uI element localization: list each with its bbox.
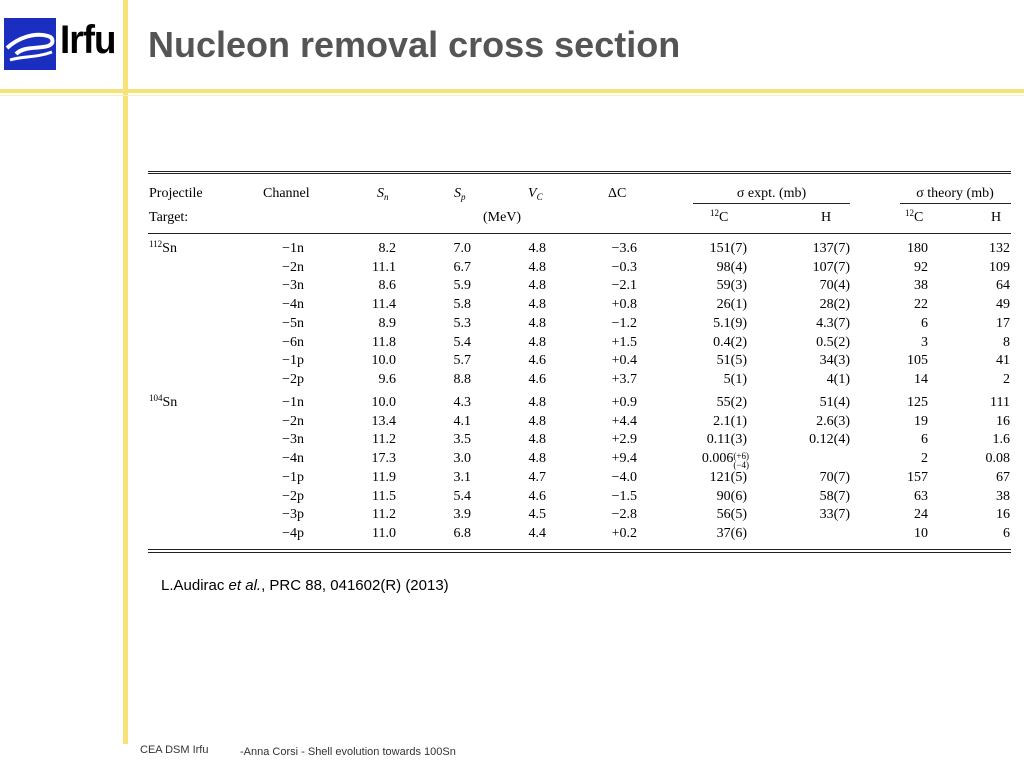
cell-ec: 55(2)	[716, 395, 747, 410]
slide-title: Nucleon removal cross section	[148, 24, 681, 65]
cell-sn: 10.0	[371, 395, 396, 410]
cell-sn: 11.9	[372, 469, 396, 485]
cell-sp: 4.1	[453, 413, 471, 429]
cell-sp: 5.3	[453, 315, 471, 331]
header-sigma-theory: σ theory (mb)	[916, 186, 994, 201]
cell-vc: 4.8	[528, 432, 546, 448]
header-sigma-expt: σ expt. (mb)	[736, 186, 807, 201]
cell-th: 8	[1003, 334, 1010, 350]
cell-tc: 2	[921, 451, 928, 467]
cell-tc: 3	[921, 334, 928, 350]
cell-sn: 13.4	[371, 413, 396, 429]
header-expt-12c: $^{12}$C	[710, 208, 729, 225]
cell-dc: −1.2	[611, 315, 637, 331]
cell-vc: 4.8	[528, 297, 546, 313]
cell-ec: 98(4)	[716, 259, 747, 275]
cell-ec: 121(5)	[709, 469, 747, 485]
cell-tc: 24	[914, 507, 928, 523]
cell-sp: 5.7	[453, 353, 471, 369]
cell-tc: 92	[914, 259, 928, 275]
cell-dc: −2.8	[611, 507, 637, 523]
cell-sp: 3.5	[453, 432, 471, 448]
cell-tc: 19	[914, 413, 928, 429]
cell-vc: 4.8	[528, 413, 546, 429]
footer-org: CEA DSM Irfu	[140, 744, 209, 756]
cell-ec: 51(5)	[716, 353, 747, 369]
cell-dc: +3.7	[611, 371, 637, 387]
cell-eh: 28(2)	[819, 297, 850, 313]
cell-ec: 56(5)	[716, 507, 747, 523]
cell-ec: 0.4(2)	[713, 334, 747, 350]
header-vc: $V_C$	[528, 186, 543, 202]
cell-sp: 3.9	[453, 507, 471, 523]
cell-vc: 4.8	[528, 334, 546, 350]
cell-th: 16	[996, 413, 1010, 429]
cell-th: 0.08	[985, 451, 1010, 467]
cell-eh: 2.6(3)	[816, 413, 850, 429]
cell-channel: −3n	[282, 432, 304, 448]
vertical-divider	[123, 0, 128, 744]
cell-vc: 4.8	[528, 259, 546, 275]
cell-sn: 8.6	[378, 278, 396, 294]
cell-sn: 17.3	[371, 451, 396, 467]
cell-ec: 59(3)	[716, 278, 747, 294]
cell-channel: −4n	[282, 297, 304, 313]
cell-eh: 107(7)	[812, 259, 850, 275]
cell-dc: +0.4	[611, 353, 637, 369]
header-target: Target:	[149, 210, 189, 225]
cell-ec: 0.11(3)	[706, 432, 747, 448]
cell-dc: +0.8	[611, 297, 637, 313]
cell-vc: 4.6	[528, 488, 546, 504]
cell-th: 6	[1003, 525, 1010, 541]
cell-ec: 0.006 (+6) (−4)	[701, 451, 749, 471]
cell-eh: 137(7)	[812, 241, 850, 256]
cell-dc: +9.4	[611, 451, 637, 467]
cell-channel: −6n	[282, 334, 304, 350]
header-sn: $S_n$	[377, 186, 389, 202]
cell-th: 1.6	[992, 432, 1010, 448]
cell-sn: 8.2	[378, 241, 396, 256]
cell-channel: −1n	[282, 241, 304, 256]
header-divider-thin	[0, 95, 1024, 96]
cell-vc: 4.8	[528, 241, 546, 256]
cell-tc: 6	[921, 432, 928, 448]
cell-ec: 26(1)	[716, 297, 747, 313]
cell-sp: 3.1	[453, 469, 471, 485]
cell-channel: −1n	[282, 395, 304, 410]
cell-channel: −1p	[282, 353, 304, 369]
cell-sn: 11.4	[372, 297, 396, 313]
cell-sp: 5.4	[453, 334, 471, 350]
cell-ec: 2.1(1)	[713, 413, 747, 429]
cell-eh: 33(7)	[819, 507, 850, 523]
cell-channel: −3n	[282, 278, 304, 294]
cell-sp: 7.0	[453, 241, 471, 256]
cell-ec: 5(1)	[723, 371, 747, 387]
cell-sn: 11.2	[372, 507, 396, 523]
cell-tc: 157	[907, 469, 928, 485]
cell-channel: −5n	[282, 315, 304, 331]
cell-ec: 5.1(9)	[713, 315, 747, 331]
cell-channel: −4n	[282, 451, 304, 467]
header-projectile: Projectile	[149, 186, 203, 201]
cell-sp: 6.7	[453, 259, 471, 275]
cell-sp: 4.3	[453, 395, 471, 410]
cell-channel: −2n	[282, 259, 304, 275]
cell-eh: 0.5(2)	[816, 334, 850, 350]
header-divider	[0, 89, 1024, 93]
cell-sp: 8.8	[453, 371, 471, 387]
cell-eh: 58(7)	[819, 488, 850, 504]
header-unit: (MeV)	[483, 210, 522, 225]
cell-channel: −2p	[282, 371, 304, 387]
cell-dc: +0.9	[611, 395, 637, 410]
cell-tc: 22	[914, 297, 928, 313]
header-sp: $S_p$	[454, 186, 466, 202]
header-expt-h: H	[821, 210, 832, 225]
cell-vc: 4.8	[528, 315, 546, 331]
cell-vc: 4.8	[528, 278, 546, 294]
cell-sn: 8.9	[378, 315, 396, 331]
cell-ec: 90(6)	[716, 488, 747, 504]
cell-sn: 11.2	[372, 432, 396, 448]
cell-th: 49	[996, 297, 1010, 313]
header-theory-h: H	[991, 210, 1002, 225]
cell-channel: −1p	[282, 469, 304, 485]
cell-sp: 5.4	[453, 488, 471, 504]
cell-eh: 70(4)	[819, 278, 850, 294]
cell-tc: 10	[914, 525, 928, 541]
cell-th: 41	[996, 353, 1010, 369]
cell-th: 17	[996, 315, 1010, 331]
projectile-label: $^{112}$Sn	[149, 239, 177, 256]
cell-th: 109	[989, 259, 1010, 275]
irfu-logo-mark-icon	[4, 18, 56, 70]
cell-channel: −2p	[282, 488, 304, 504]
footer-talk: -Anna Corsi - Shell evolution towards 100Sn	[240, 746, 456, 758]
cell-th: 38	[996, 488, 1010, 504]
logo-text: Irfu	[60, 18, 116, 62]
header-channel: Channel	[263, 186, 310, 201]
cell-sn: 11.8	[372, 334, 396, 350]
cell-ec: 37(6)	[716, 525, 747, 541]
cell-tc: 180	[907, 241, 928, 256]
cell-eh: 34(3)	[819, 353, 850, 369]
cell-th: 64	[996, 278, 1010, 294]
cell-sn: 11.5	[372, 488, 396, 504]
cell-vc: 4.6	[528, 353, 546, 369]
cell-vc: 4.8	[528, 395, 546, 410]
cell-th: 16	[996, 507, 1010, 523]
cell-dc: +1.5	[611, 334, 637, 350]
cell-dc: +0.2	[611, 525, 637, 541]
header-delta-c: ΔC	[608, 186, 627, 201]
cell-vc: 4.4	[528, 525, 546, 541]
irfu-logo	[4, 18, 116, 70]
cell-vc: 4.6	[528, 371, 546, 387]
cell-sp: 5.8	[453, 297, 471, 313]
cell-sp: 6.8	[453, 525, 471, 541]
cell-sn: 11.0	[372, 525, 396, 541]
cell-th: 111	[990, 395, 1010, 410]
citation: L.Audirac et al., PRC 88, 041602(R) (2013)	[161, 577, 449, 594]
cell-channel: −3p	[282, 507, 304, 523]
projectile-label: $^{104}$Sn	[149, 393, 178, 410]
cell-channel: −2n	[282, 413, 304, 429]
header-theory-12c: $^{12}$C	[905, 208, 924, 225]
cell-eh: 70(7)	[819, 469, 850, 485]
cell-dc: −1.5	[611, 488, 637, 504]
cell-vc: 4.5	[528, 507, 546, 523]
cell-th: 2	[1003, 371, 1010, 387]
cell-dc: −0.3	[611, 259, 637, 275]
cell-tc: 125	[907, 395, 928, 410]
cell-dc: +4.4	[611, 413, 637, 429]
cell-sn: 10.0	[371, 353, 396, 369]
cell-eh: 51(4)	[819, 395, 850, 410]
cell-th: 67	[996, 469, 1010, 485]
cell-tc: 14	[914, 371, 928, 387]
cell-dc: −4.0	[611, 469, 637, 485]
cell-tc: 63	[914, 488, 928, 504]
cell-dc: −3.6	[611, 241, 637, 256]
cell-sn: 9.6	[378, 371, 396, 387]
cell-ec: 151(7)	[709, 241, 747, 256]
cell-dc: −2.1	[611, 278, 637, 294]
cell-sn: 11.1	[372, 259, 396, 275]
cell-tc: 6	[921, 315, 928, 331]
cell-tc: 105	[907, 353, 928, 369]
cell-tc: 38	[914, 278, 928, 294]
cell-sp: 3.0	[453, 451, 471, 467]
cell-eh: 4(1)	[826, 371, 850, 387]
cell-vc: 4.7	[528, 469, 546, 485]
cell-th: 132	[989, 241, 1010, 256]
cell-channel: −4p	[282, 525, 304, 541]
cell-dc: +2.9	[611, 432, 637, 448]
cell-eh: 0.12(4)	[809, 432, 850, 448]
cell-sp: 5.9	[453, 278, 471, 294]
cell-vc: 4.8	[528, 451, 546, 467]
cell-eh: 4.3(7)	[816, 315, 850, 331]
